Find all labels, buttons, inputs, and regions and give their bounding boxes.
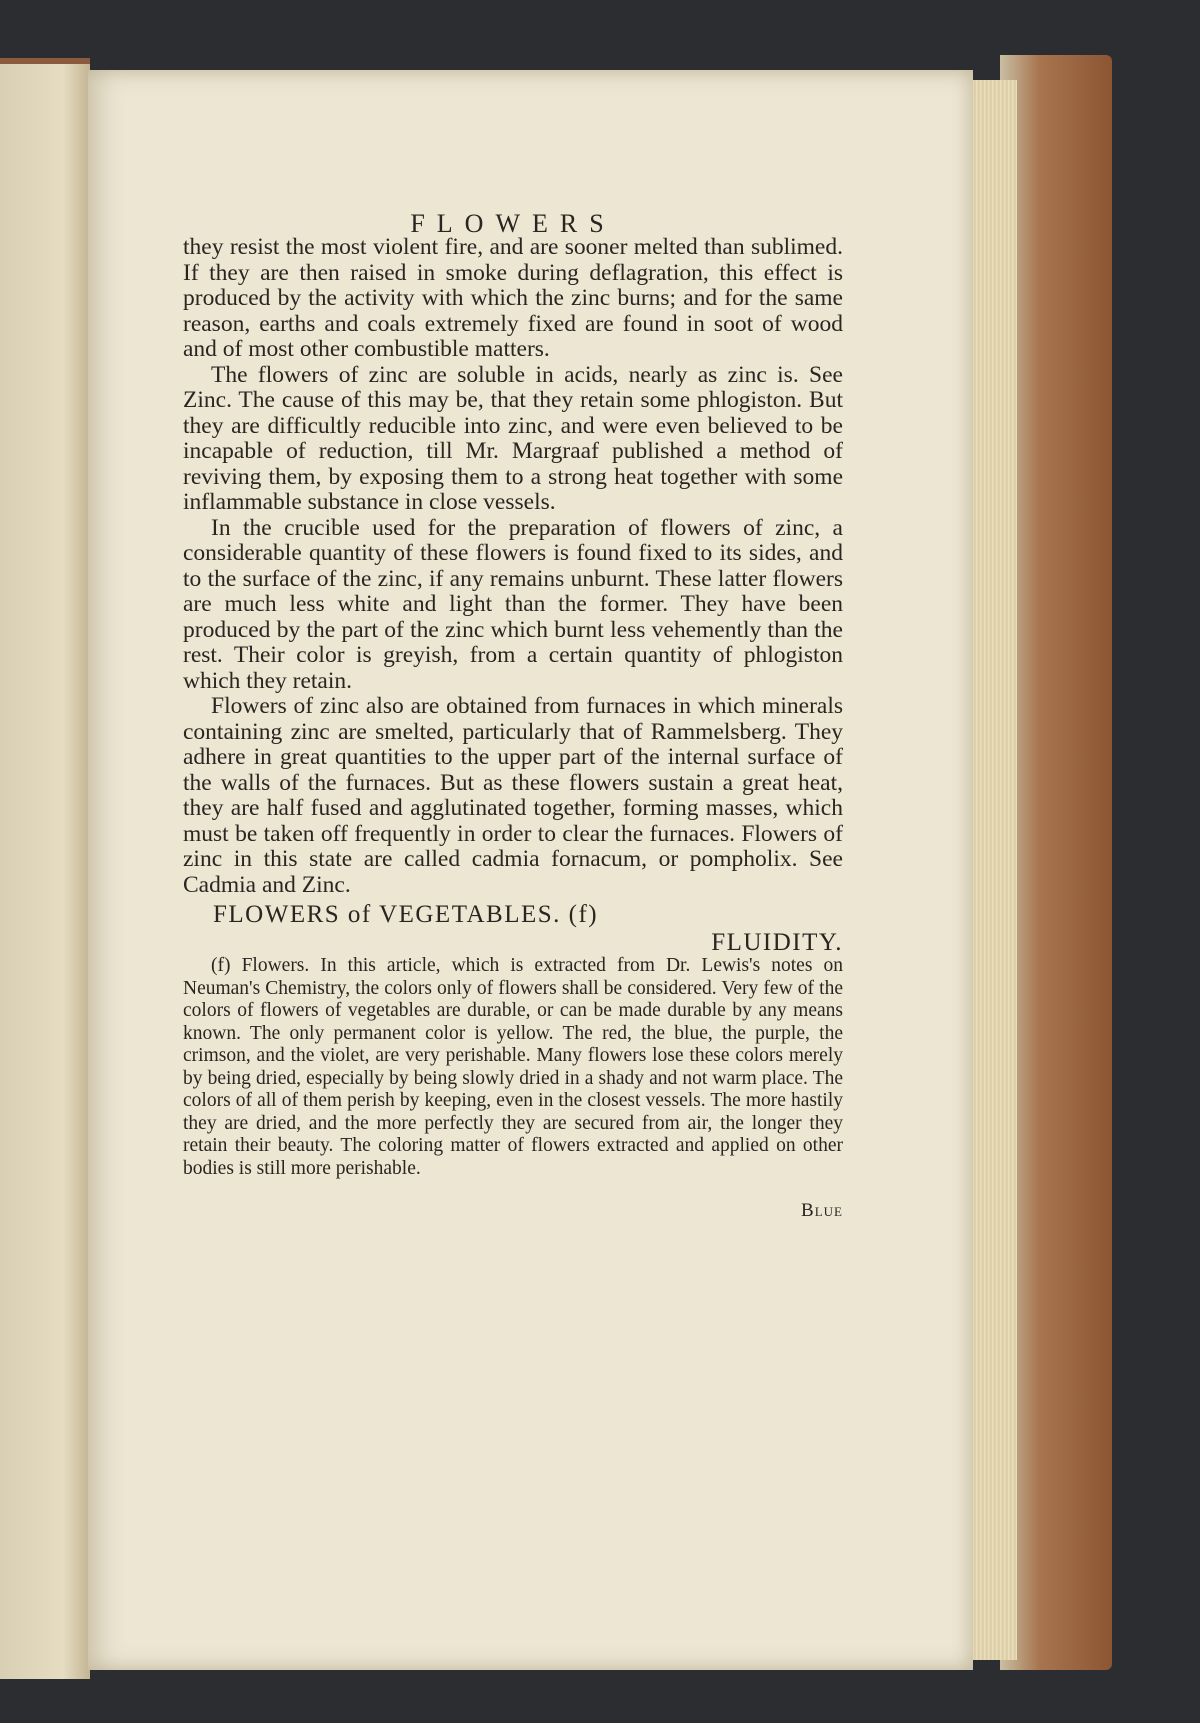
page-text-block	[183, 209, 843, 1224]
heading-fluidity: FLUIDITY.	[711, 928, 843, 956]
book-page	[88, 70, 973, 1670]
running-header: FLOWERS	[410, 209, 616, 238]
heading-flowers-of-vegetables: FLOWERS of VEGETABLES. (f)	[213, 901, 599, 928]
left-page-edge	[0, 58, 90, 1679]
paragraph-3: In the crucible used for the preparation of flowers of zinc, a considerable quantity of these flowers is found fixed to its sides, and to the surface of the zinc, if any remains unburnt. These latter flowers are much less white and light than the former. They have been produced by the part of the zinc which burnt less vehemently than the rest. Their color is greyish, from a certain quantity of phlogiston which they retain.	[183, 514, 843, 694]
catchword: Blue	[801, 1200, 843, 1221]
paragraph-1: they resist the most violent fire, and are sooner melted than sublimed. If they are then raised in smoke during deflagration, this effect is produced by the activity with which the zinc burns; and for the same reason, earths and coals extremely fixed are found in soot of wood and of most other combustible matters.	[183, 234, 843, 362]
paragraph-2: The flowers of zinc are soluble in acids, nearly as zinc is. See Zinc. The cause of this may be, that they retain some phlogiston. But they are difficultly reducible into zinc, and were even believed to be incapable of reduction, till Mr. Margraaf published a method of reviving them, by exposing them to a strong heat together with some inflammable substance in close vessels.	[183, 361, 843, 515]
footnote-f: (f) Flowers. In this article, which is extracted from Dr. Lewis's notes on Neuman's Chemistry, the colors only of flowers shall be considered. Very few of the colors of flowers of vegetables are durable, or can be made durable by any means known. The only permanent color is yellow. The red, the blue, the purple, the crimson, and the violet, are very perishable. Many flowers lose these colors merely by being dried, especially by being slowly dried in a shady and not warm place. The colors of all of them perish by keeping, even in the closest vessels. The more hastily they are dried, and the more perfectly they are secured from air, the longer they retain their beauty. The coloring matter of flowers extracted and applied on other bodies is still more perishable.	[183, 955, 843, 1179]
paragraph-4: Flowers of zinc also are obtained from furnaces in which minerals containing zinc are smelted, particularly that of Rammelsberg. They adhere in great quantities to the upper part of the internal surface of the walls of the furnaces. But as these flowers sustain a great heat, they are half fused and agglutinated together, forming masses, which must be taken off frequently in order to clear the furnaces. Flowers of zinc in this state are called cadmia fornacum, or pompholix. See Cadmia and Zinc.	[183, 693, 843, 898]
